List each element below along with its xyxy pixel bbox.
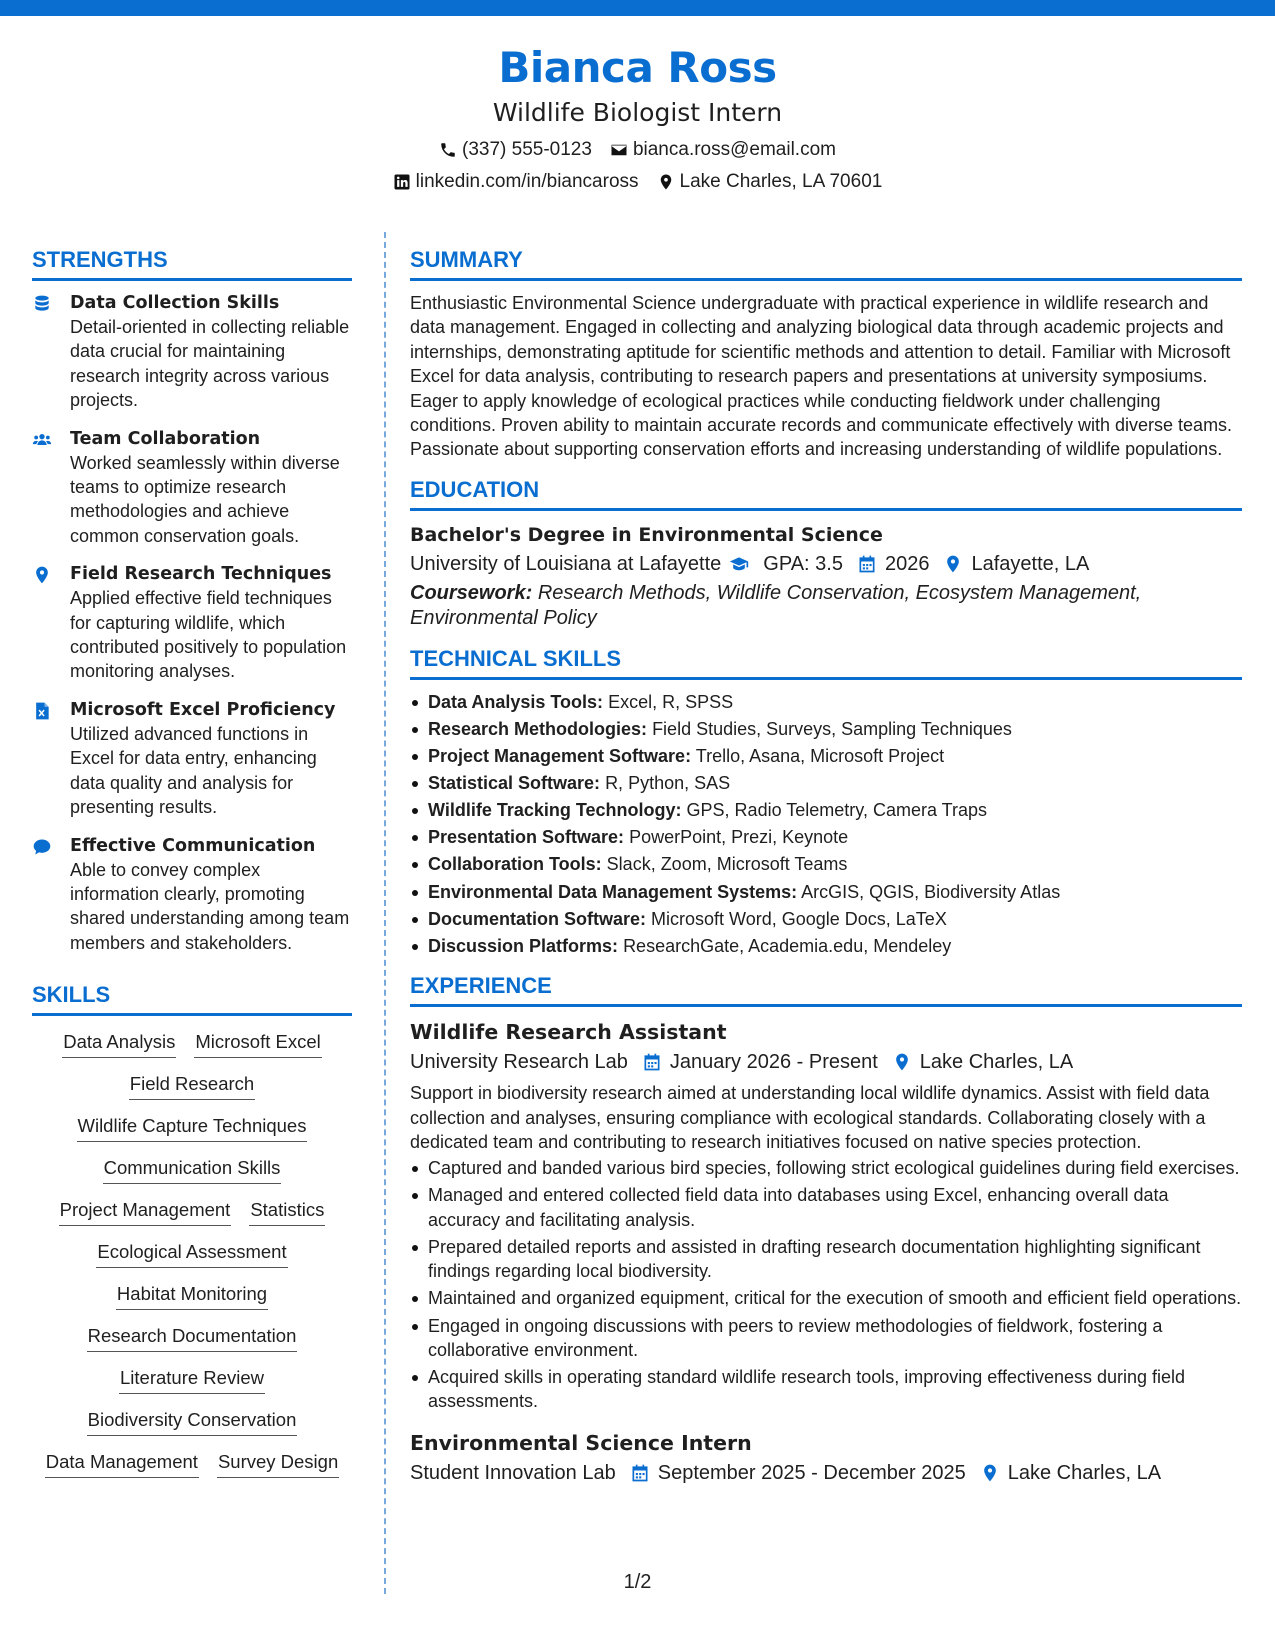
list-item xyxy=(410,690,1242,714)
experience-title: EXPERIENCE xyxy=(410,972,1242,1007)
skills-row xyxy=(32,1450,352,1478)
contact-line-2 xyxy=(0,170,1275,194)
list-item xyxy=(410,744,1242,768)
education-school: University of Louisiana at Lafayette xyxy=(410,552,722,575)
map-pin-icon xyxy=(892,1052,912,1072)
skills-row xyxy=(32,1324,352,1352)
skills-row xyxy=(32,1408,352,1436)
skills-row xyxy=(32,1240,352,1268)
job-location: Lake Charles, LA xyxy=(1007,1461,1162,1484)
education-location-item xyxy=(943,549,1089,579)
list-item: Prepared detailed reports and assisted in drafting research documentation highlighting significant findings regarding local biodiversity. xyxy=(410,1235,1242,1284)
strength-title: Team Collaboration xyxy=(70,428,261,449)
strength-desc: Utilized advanced functions in Excel for data entry, enhancing data quality and analysis for presenting results. xyxy=(70,723,317,818)
strengths-title: STRENGTHS xyxy=(32,246,352,281)
education-year-item xyxy=(857,549,930,579)
skill-value: ArcGIS, QGIS, Biodiversity Atlas xyxy=(801,881,1061,902)
phone-icon xyxy=(439,141,457,159)
skills-row xyxy=(32,1198,352,1226)
education-gpa: GPA: 3.5 xyxy=(763,552,843,575)
skill-label: Documentation Software: xyxy=(428,908,647,929)
skills-title: SKILLS xyxy=(32,981,352,1016)
strength-item xyxy=(32,562,352,684)
list-item xyxy=(410,880,1242,904)
education-gpa-item xyxy=(763,549,843,579)
skill-chip: Wildlife Capture Techniques xyxy=(77,1114,308,1142)
strength-item xyxy=(32,834,352,956)
skill-chip: Communication Skills xyxy=(103,1156,282,1184)
list-item xyxy=(410,825,1242,849)
job-org: Student Innovation Lab xyxy=(410,1461,616,1484)
job-org: University Research Lab xyxy=(410,1051,628,1074)
skills-row xyxy=(32,1282,352,1310)
job-dates-item xyxy=(642,1047,878,1077)
list-item: Engaged in ongoing discussions with peers to review methodologies of fieldwork, fostering a collaborative environment. xyxy=(410,1314,1242,1363)
list-item xyxy=(410,798,1242,822)
summary-text: Enthusiastic Environmental Science undergraduate with practical experience in wildlife research and data management. Engaged in collecting and analyzing biological data through academic projects and internships, demonstrating aptitude for scientific methods and attention to detail. Familiar with Microsoft Excel for data analysis, contributing to research papers and presentations at university symposiums. Eager to apply knowledge of ecological practices while conducting fieldwork under challenging conditions. Proven ability to maintain accurate records and communicate effectively with diverse teams. Passionate about supporting conservation efforts and increasing understanding of wildlife populations. xyxy=(410,293,1233,460)
skill-label: Wildlife Tracking Technology: xyxy=(428,800,682,821)
skill-label: Research Methodologies: xyxy=(428,718,648,739)
job-org-item xyxy=(410,1047,628,1077)
strength-title: Data Collection Skills xyxy=(70,293,280,313)
job-dates: September 2025 - December 2025 xyxy=(657,1461,966,1484)
calendar-icon xyxy=(857,554,877,574)
coursework-label: Coursework: xyxy=(410,581,533,604)
envelope-icon xyxy=(610,141,628,159)
technical-skills-title: TECHNICAL SKILLS xyxy=(410,645,1242,680)
education-school-item xyxy=(410,549,749,579)
strength-title: Field Research Techniques xyxy=(70,564,332,585)
skill-value: Field Studies, Surveys, Sampling Techniques xyxy=(652,718,1012,739)
list-item: Captured and banded various bird species, following strict ecological guidelines during field exercises. xyxy=(410,1156,1242,1180)
list-item xyxy=(410,717,1242,741)
phone-contact[interactable] xyxy=(439,138,592,162)
graduation-cap-icon xyxy=(729,554,749,574)
skill-value: R, Python, SAS xyxy=(605,773,731,794)
job-dates: January 2026 - Present xyxy=(669,1051,878,1074)
skill-chip: Biodiversity Conservation xyxy=(87,1408,298,1436)
skills-row xyxy=(32,1072,352,1100)
strength-desc: Able to convey complex information clearly, promoting shared understanding among team members and stakeholders. xyxy=(70,859,350,953)
database-icon xyxy=(32,294,52,314)
calendar-icon xyxy=(630,1463,650,1483)
strength-desc: Worked seamlessly within diverse teams to optimize research methodologies and achieve common conservation goals. xyxy=(70,452,340,546)
skill-label: Presentation Software: xyxy=(428,827,625,848)
candidate-name: Bianca Ross xyxy=(498,43,777,92)
technical-skills-list xyxy=(410,690,1242,958)
skill-label: Collaboration Tools: xyxy=(428,854,602,875)
skill-value: ResearchGate, Academia.edu, Mendeley xyxy=(623,935,952,956)
skill-chip: Microsoft Excel xyxy=(194,1030,321,1058)
job-entry xyxy=(410,1428,1242,1488)
strength-item xyxy=(32,698,352,820)
job-entry xyxy=(410,1017,1242,1414)
map-pin-icon xyxy=(980,1463,1000,1483)
strength-title: Effective Communication xyxy=(70,835,316,856)
job-meta xyxy=(410,1047,1242,1077)
skill-value: GPS, Radio Telemetry, Camera Traps xyxy=(686,800,987,821)
job-location-item xyxy=(892,1047,1073,1077)
strength-item xyxy=(32,427,352,549)
skill-label: Environmental Data Management Systems: xyxy=(428,881,798,902)
education-location: Lafayette, LA xyxy=(971,552,1090,575)
skill-value: PowerPoint, Prezi, Keynote xyxy=(629,827,849,848)
skill-value: Trello, Asana, Microsoft Project xyxy=(695,746,945,767)
email-text: bianca.ross@email.com xyxy=(632,139,836,160)
job-meta xyxy=(410,1458,1242,1488)
list-item xyxy=(410,771,1242,795)
skill-chip: Data Management xyxy=(45,1450,199,1478)
column-divider xyxy=(384,232,386,1594)
skill-chip: Habitat Monitoring xyxy=(116,1282,268,1310)
skill-value: Microsoft Word, Google Docs, LaTeX xyxy=(651,908,947,929)
excel-file-icon xyxy=(32,701,52,721)
list-item xyxy=(410,934,1242,958)
skill-chip: Statistics xyxy=(249,1198,325,1226)
education-meta xyxy=(410,549,1242,579)
job-location: Lake Charles, LA xyxy=(919,1051,1074,1074)
strength-item xyxy=(32,291,352,413)
skill-chip: Data Analysis xyxy=(62,1030,176,1058)
skill-chip: Ecological Assessment xyxy=(96,1240,287,1268)
skills-section xyxy=(32,981,352,1478)
strength-desc: Detail-oriented in collecting reliable data crucial for maintaining research integrity across various projects. xyxy=(70,317,350,411)
linkedin-icon xyxy=(393,173,411,191)
skills-row xyxy=(32,1030,352,1058)
skill-chip: Survey Design xyxy=(217,1450,339,1478)
skills-row xyxy=(32,1114,352,1142)
right-column xyxy=(410,246,1242,1488)
skill-value: Excel, R, SPSS xyxy=(608,691,734,712)
linkedin-contact[interactable] xyxy=(393,170,639,194)
location-text: Lake Charles, LA 70601 xyxy=(679,171,883,192)
skills-row xyxy=(32,1366,352,1394)
education-year: 2026 xyxy=(884,552,930,575)
job-title: Environmental Science Intern xyxy=(410,1430,752,1455)
education-title: EDUCATION xyxy=(410,476,1242,511)
skill-label: Project Management Software: xyxy=(428,746,692,767)
map-pin-icon xyxy=(657,173,675,191)
skills-row xyxy=(32,1156,352,1184)
job-bullets xyxy=(410,1156,1242,1414)
skill-chip: Field Research xyxy=(129,1072,255,1100)
list-item xyxy=(410,907,1242,931)
coursework-text: Research Methods, Wildlife Conservation, Ecosystem Management, Environmental Policy xyxy=(410,581,1142,629)
contact-line-1 xyxy=(0,138,1275,162)
page-number: 1/2 xyxy=(623,1571,652,1593)
skill-value: Slack, Zoom, Microsoft Teams xyxy=(606,854,848,875)
list-item: Maintained and organized equipment, critical for the execution of smooth and efficient field operations. xyxy=(410,1286,1242,1310)
skill-label: Data Analysis Tools: xyxy=(428,691,604,712)
skill-label: Statistical Software: xyxy=(428,773,601,794)
job-org-item xyxy=(410,1458,616,1488)
job-title: Wildlife Research Assistant xyxy=(410,1020,727,1045)
top-accent-bar xyxy=(0,0,1275,16)
skill-chip: Project Management xyxy=(59,1198,232,1226)
list-item: Managed and entered collected field data into databases using Excel, enhancing overall data accuracy and facilitating analysis. xyxy=(410,1183,1242,1232)
skill-chip: Research Documentation xyxy=(87,1324,298,1352)
summary-title: SUMMARY xyxy=(410,246,1242,281)
location-contact xyxy=(657,170,883,194)
job-dates-item xyxy=(630,1458,966,1488)
chat-bubble-icon xyxy=(32,837,52,857)
job-description: Support in biodiversity research aimed at understanding local wildlife dynamics. Assist with field data collection and analyses, ensuring compliance with ecological standards. Collaborating closely with a dedicated team and contributing to research initiatives focused on native species protection. xyxy=(410,1083,1210,1152)
list-item: Acquired skills in operating standard wildlife research tools, improving effectiveness during field assessments. xyxy=(410,1365,1242,1414)
phone-text: (337) 555-0123 xyxy=(462,139,592,160)
resume-header xyxy=(0,42,1275,194)
linkedin-text: linkedin.com/in/biancaross xyxy=(415,171,639,192)
map-pin-icon xyxy=(943,554,963,574)
list-item xyxy=(410,852,1242,876)
email-contact[interactable] xyxy=(610,138,836,162)
education-coursework xyxy=(410,581,1242,631)
left-column xyxy=(32,246,352,1478)
strength-title: Microsoft Excel Proficiency xyxy=(70,699,336,720)
users-icon xyxy=(32,430,52,450)
skill-label: Discussion Platforms: xyxy=(428,935,619,956)
strength-desc: Applied effective field techniques for capturing wildlife, which contributed positively to population monitoring analyses. xyxy=(70,588,347,682)
candidate-role: Wildlife Biologist Intern xyxy=(492,98,783,127)
job-location-item xyxy=(980,1458,1161,1488)
map-pin-icon xyxy=(32,565,52,585)
calendar-icon xyxy=(642,1052,662,1072)
skill-chip: Literature Review xyxy=(119,1366,265,1394)
education-degree: Bachelor's Degree in Environmental Science xyxy=(410,523,883,546)
